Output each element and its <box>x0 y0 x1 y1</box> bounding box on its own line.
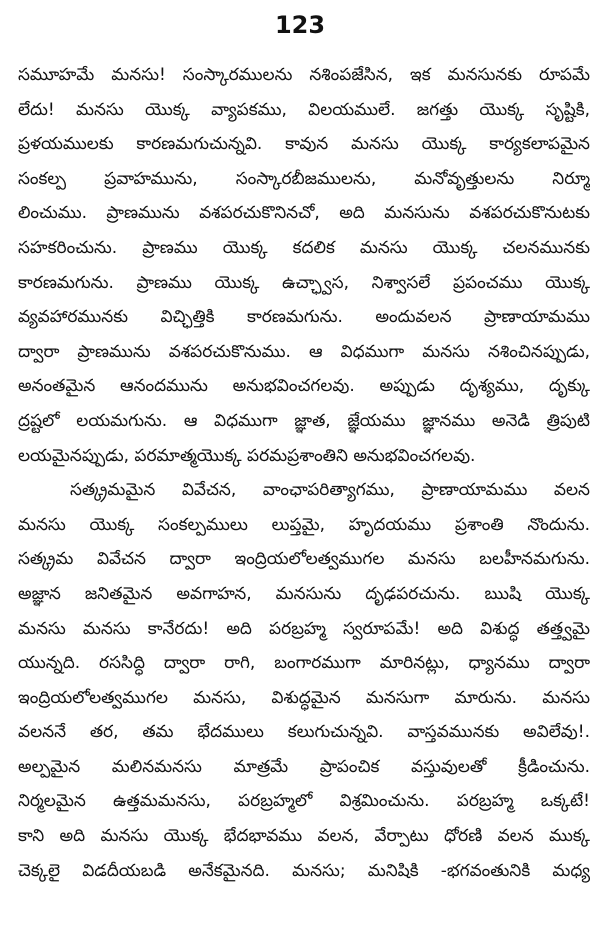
text-line: వలననే తర, తమ భేదములు కలుగుచున్నవి. వాస్తవమునకు అవిలేవు!. <box>18 722 590 743</box>
text-line: అల్పమైన మలినమనసు మాత్రమే ప్రాపంచిక వస్తువులతో క్రీడించును. <box>18 756 590 777</box>
text-line: సంకల్ప ప్రవాహమును, సంస్కారబీజములను, మనోవృత్తులను నిర్మూ <box>18 168 590 189</box>
text-line: కాని అది మనసు యొక్క భేదభావము వలన, వేర్పాటు ధోరణి వలన ముక్క <box>18 826 590 847</box>
text-line: యున్నది. రససిద్ధి ద్వారా రాగి, బంగారముగా మారినట్లు, ధ్యానము ద్వారా <box>18 653 590 674</box>
text-line: లించుము. ప్రాణమును వశపరచుకొనినచో, అది మనసును వశపరచుకొనుటకు <box>18 203 590 224</box>
text-line: వ్యవహారమునకు విచ్ఛిత్తికి కారణమగును. అందువలన ప్రాణాయామము <box>18 307 590 328</box>
text-line: ద్వారా ప్రాణమును వశపరచుకొనుము. ఆ విధముగా మనసు నశించినప్పుడు, <box>18 341 590 362</box>
text-line: సమూహమే మనసు! సంస్కారములను నశింపజేసిన, ఇక మనసునకు రూపమే <box>18 65 590 85</box>
text-line: అజ్ఞాన జనితమైన అవగాహన, మనసును దృఢపరచును. ఋషి యొక్క <box>18 583 590 604</box>
paragraph-2 <box>18 473 590 888</box>
paragraph-1 <box>18 58 590 473</box>
text-line: అనంతమైన ఆనందమును అనుభవించగలవు. అప్పుడు దృశ్యము, దృక్కు <box>18 376 590 397</box>
text-line: లయమైనప్పుడు, పరమాత్మయొక్క పరమప్రశాంతిని అనుభవించగలవు. <box>18 445 476 466</box>
text-line: మనసు యొక్క సంకల్పములు లుప్తమై, హృదయము ప్రశాంతి నొందును. <box>18 514 590 535</box>
text-line: సహకరించును. ప్రాణము యొక్క కదలిక మనసు యొక్క చలనమునకు <box>18 237 590 258</box>
text-line: సత్క్రమమైన వివేచన, వాంఛాపరిత్యాగము, ప్రాణాయామము వలన <box>70 480 590 501</box>
text-line: ద్రష్టలో లయమగును. ఆ విధముగా జ్ఞాత, జ్ఞేయము జ్ఞానము అనెడి త్రిపుటి <box>18 410 590 431</box>
text-line: ఇంద్రియలోలత్వముగల మనసు, విశుద్ధమైన మనసుగా మారును. మనసు <box>18 687 590 708</box>
text-line: నిర్మలమైన ఉత్తమమనసు, పరబ్రహ్మలో విశ్రమించును. పరబ్రహ్మ ఒక్కటే! <box>18 791 590 812</box>
text-line: కారణమగును. ప్రాణము యొక్క ఉచ్ఛ్వాస, నిశ్వాసలే ప్రపంచము యొక్క <box>18 272 590 293</box>
text-line: లేదు! మనసు యొక్క వ్యాపకము, విలయములే. జగత్తు యొక్క సృష్టికి, <box>18 99 590 120</box>
text-line: చెక్కలై విడదీయబడి అనేకమైనది. మనసు; మనిషికి -భగవంతునికి మధ్య <box>18 860 590 881</box>
body-text <box>18 58 590 888</box>
text-line: సత్క్రమ వివేచన ద్వారా ఇంద్రియలోలత్వముగల మనసు బలహీనమగును. <box>18 549 590 570</box>
text-line: ప్రళయములకు కారణమగుచున్నవి. కావున మనసు యొక్క కార్యకలాపమైన <box>18 134 590 155</box>
text-line: మనసు మనసు కానేరదు! అది పరబ్రహ్మ స్వరూపమే! అది విశుద్ధ తత్త్వమై <box>18 618 590 639</box>
page-number: 123 <box>274 11 326 39</box>
